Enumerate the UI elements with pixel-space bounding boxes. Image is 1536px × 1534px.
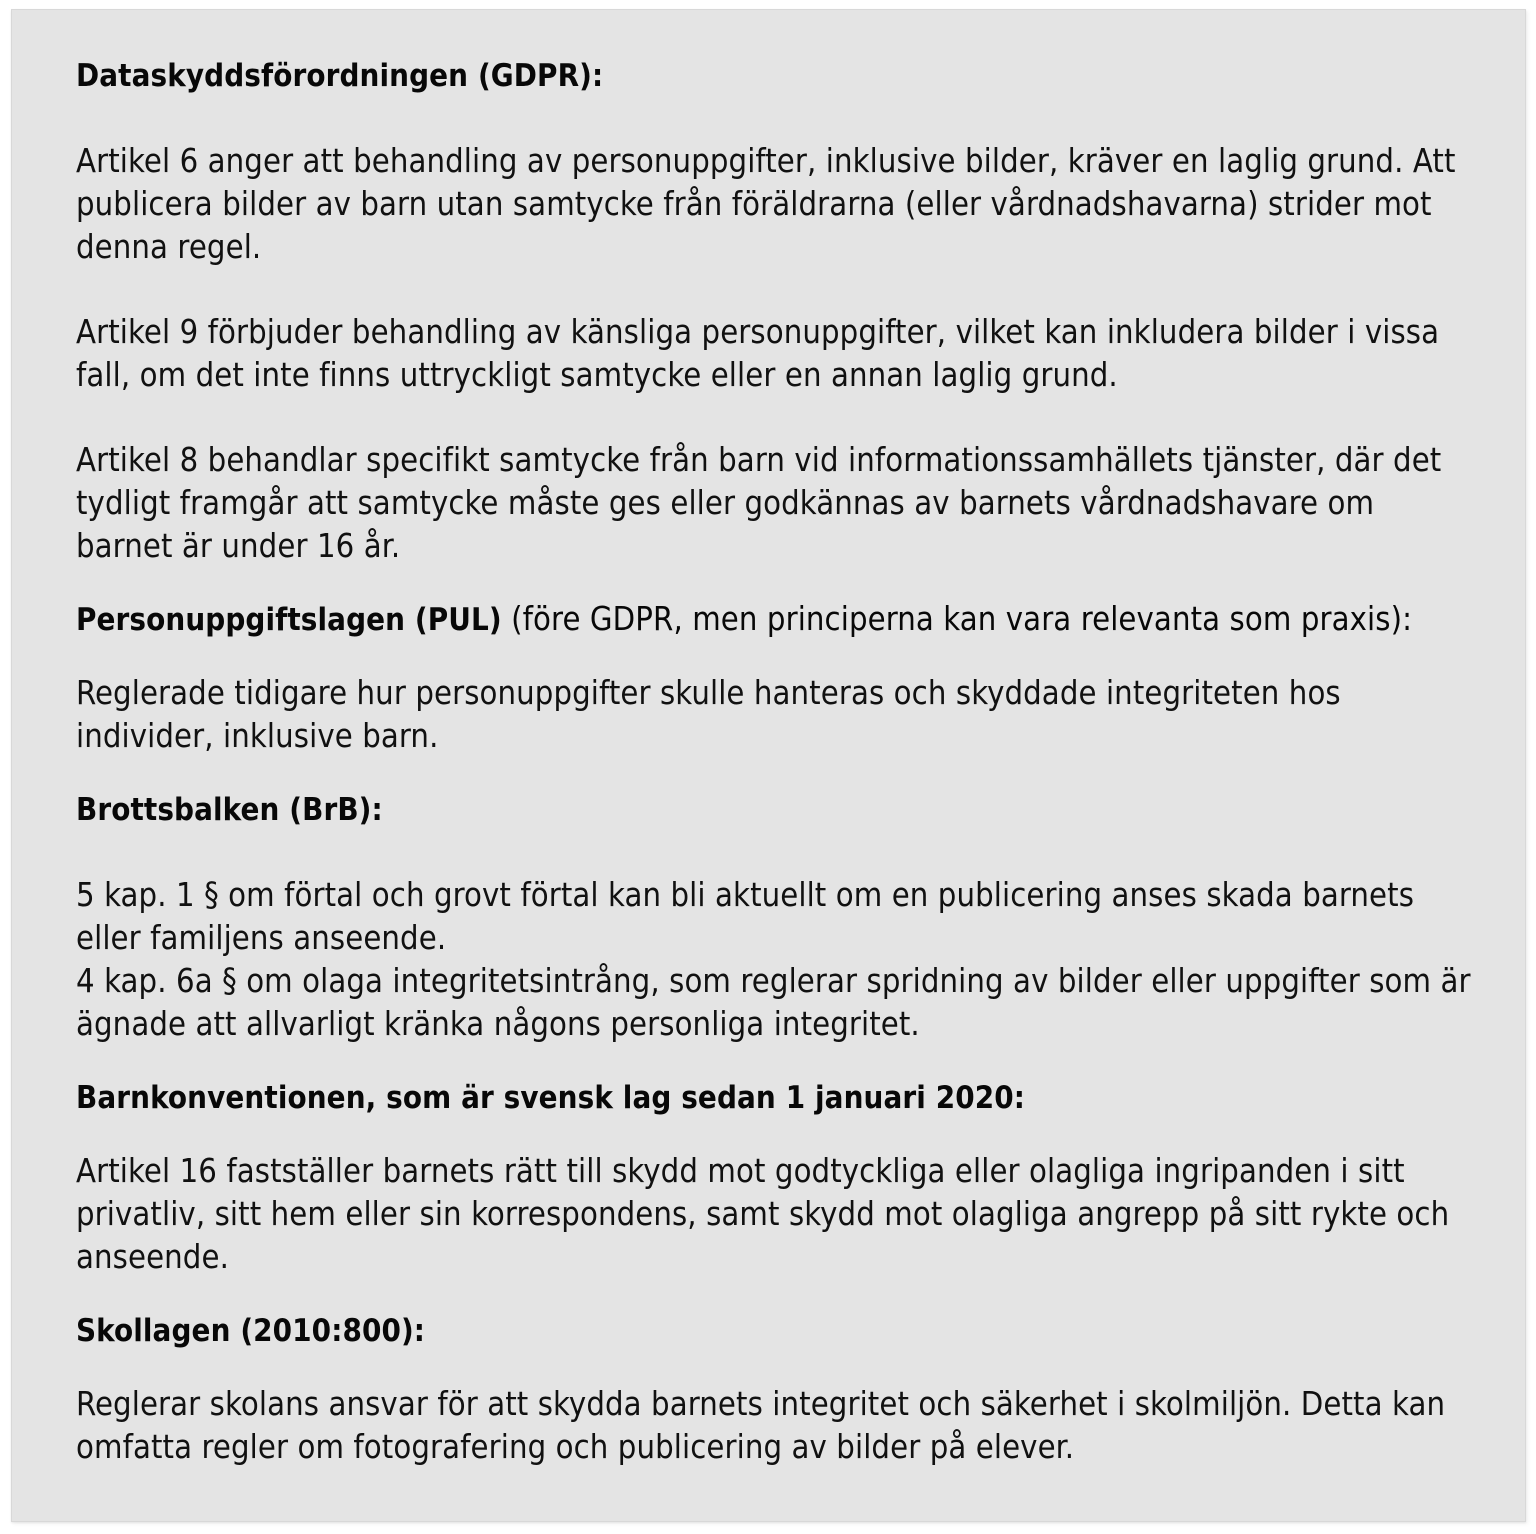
document-body	[76, 54, 1485, 1469]
paragraph: 4 kap. 6a § om olaga integritetsintrång, som reglerar spridning av bilder eller uppgifter som är ägnade att allvarligt kränka någons personliga integritet.	[76, 962, 1481, 1043]
paragraph: Artikel 6 anger att behandling av personuppgifter, inklusive bilder, kräver en laglig grund. Att publicera bilder av barn utan samtycke från föräldrarna (eller vårdnadshavarna) strider mot denna regel.	[76, 142, 1465, 266]
heading-text: Personuppgiftslagen (PUL)	[76, 602, 502, 638]
heading-suffix: (före GDPR, men principerna kan vara relevanta som praxis):	[501, 600, 1413, 638]
heading-text: Dataskyddsförordningen (GDPR):	[76, 58, 604, 94]
section-heading-barnkonventionen	[76, 1076, 1485, 1120]
paragraph: Artikel 16 fastställer barnets rätt till skydd mot godtyckliga eller olagliga ingripanden i sitt privatliv, sitt hem eller sin korrespondens, samt skydd mot olagliga angrepp på sitt rykte och anseende.	[76, 1152, 1459, 1276]
spacer	[76, 758, 1485, 788]
paragraph: Reglerade tidigare hur personuppgifter skulle hanteras och skyddade integriteten hos individer, inklusive barn.	[76, 674, 1351, 755]
spacer	[76, 1279, 1485, 1309]
heading-text: Brottsbalken (BrB):	[76, 792, 383, 828]
paragraph: Reglerar skolans ansvar för att skydda barnets integritet och säkerhet i skolmiljön. Detta kan omfatta regler om fotografering och publicering av bilder på elever.	[76, 1385, 1455, 1466]
spacer	[76, 1046, 1485, 1076]
spacer	[76, 1353, 1485, 1383]
spacer	[76, 98, 1485, 140]
section-pul	[76, 598, 1485, 758]
section-heading-brottsbalken	[76, 788, 1485, 832]
spacer	[76, 832, 1485, 874]
section-skollagen	[76, 1309, 1485, 1469]
paragraph: Artikel 9 förbjuder behandling av känsliga personuppgifter, vilket kan inkludera bilder i vissa fall, om det inte finns uttryckligt samtycke eller en annan laglig grund.	[76, 313, 1449, 394]
section-brottsbalken	[76, 788, 1485, 1046]
spacer	[76, 1120, 1485, 1150]
document-panel	[11, 9, 1526, 1522]
paragraph: 5 kap. 1 § om förtal och grovt förtal kan bli aktuellt om en publicering anses skada barnets eller familjens anseende.	[76, 876, 1424, 957]
section-barnkonventionen	[76, 1076, 1485, 1279]
paragraph: Artikel 8 behandlar specifikt samtycke från barn vid informationssamhällets tjänster, där det tydligt framgår att samtycke måste ges eller godkännas av barnets vårdnadshavare om barnet är under 16 år.	[76, 441, 1451, 565]
section-heading-skollagen	[76, 1309, 1485, 1353]
section-heading-pul	[76, 598, 1485, 642]
heading-text: Skollagen (2010:800):	[76, 1313, 426, 1349]
heading-text: Barnkonventionen, som är svensk lag sedan 1 januari 2020:	[76, 1080, 1025, 1116]
spacer	[76, 397, 1485, 439]
spacer	[76, 568, 1485, 598]
section-heading-gdpr	[76, 54, 1485, 98]
section-gdpr	[76, 54, 1485, 568]
spacer	[76, 642, 1485, 672]
spacer	[76, 269, 1485, 311]
